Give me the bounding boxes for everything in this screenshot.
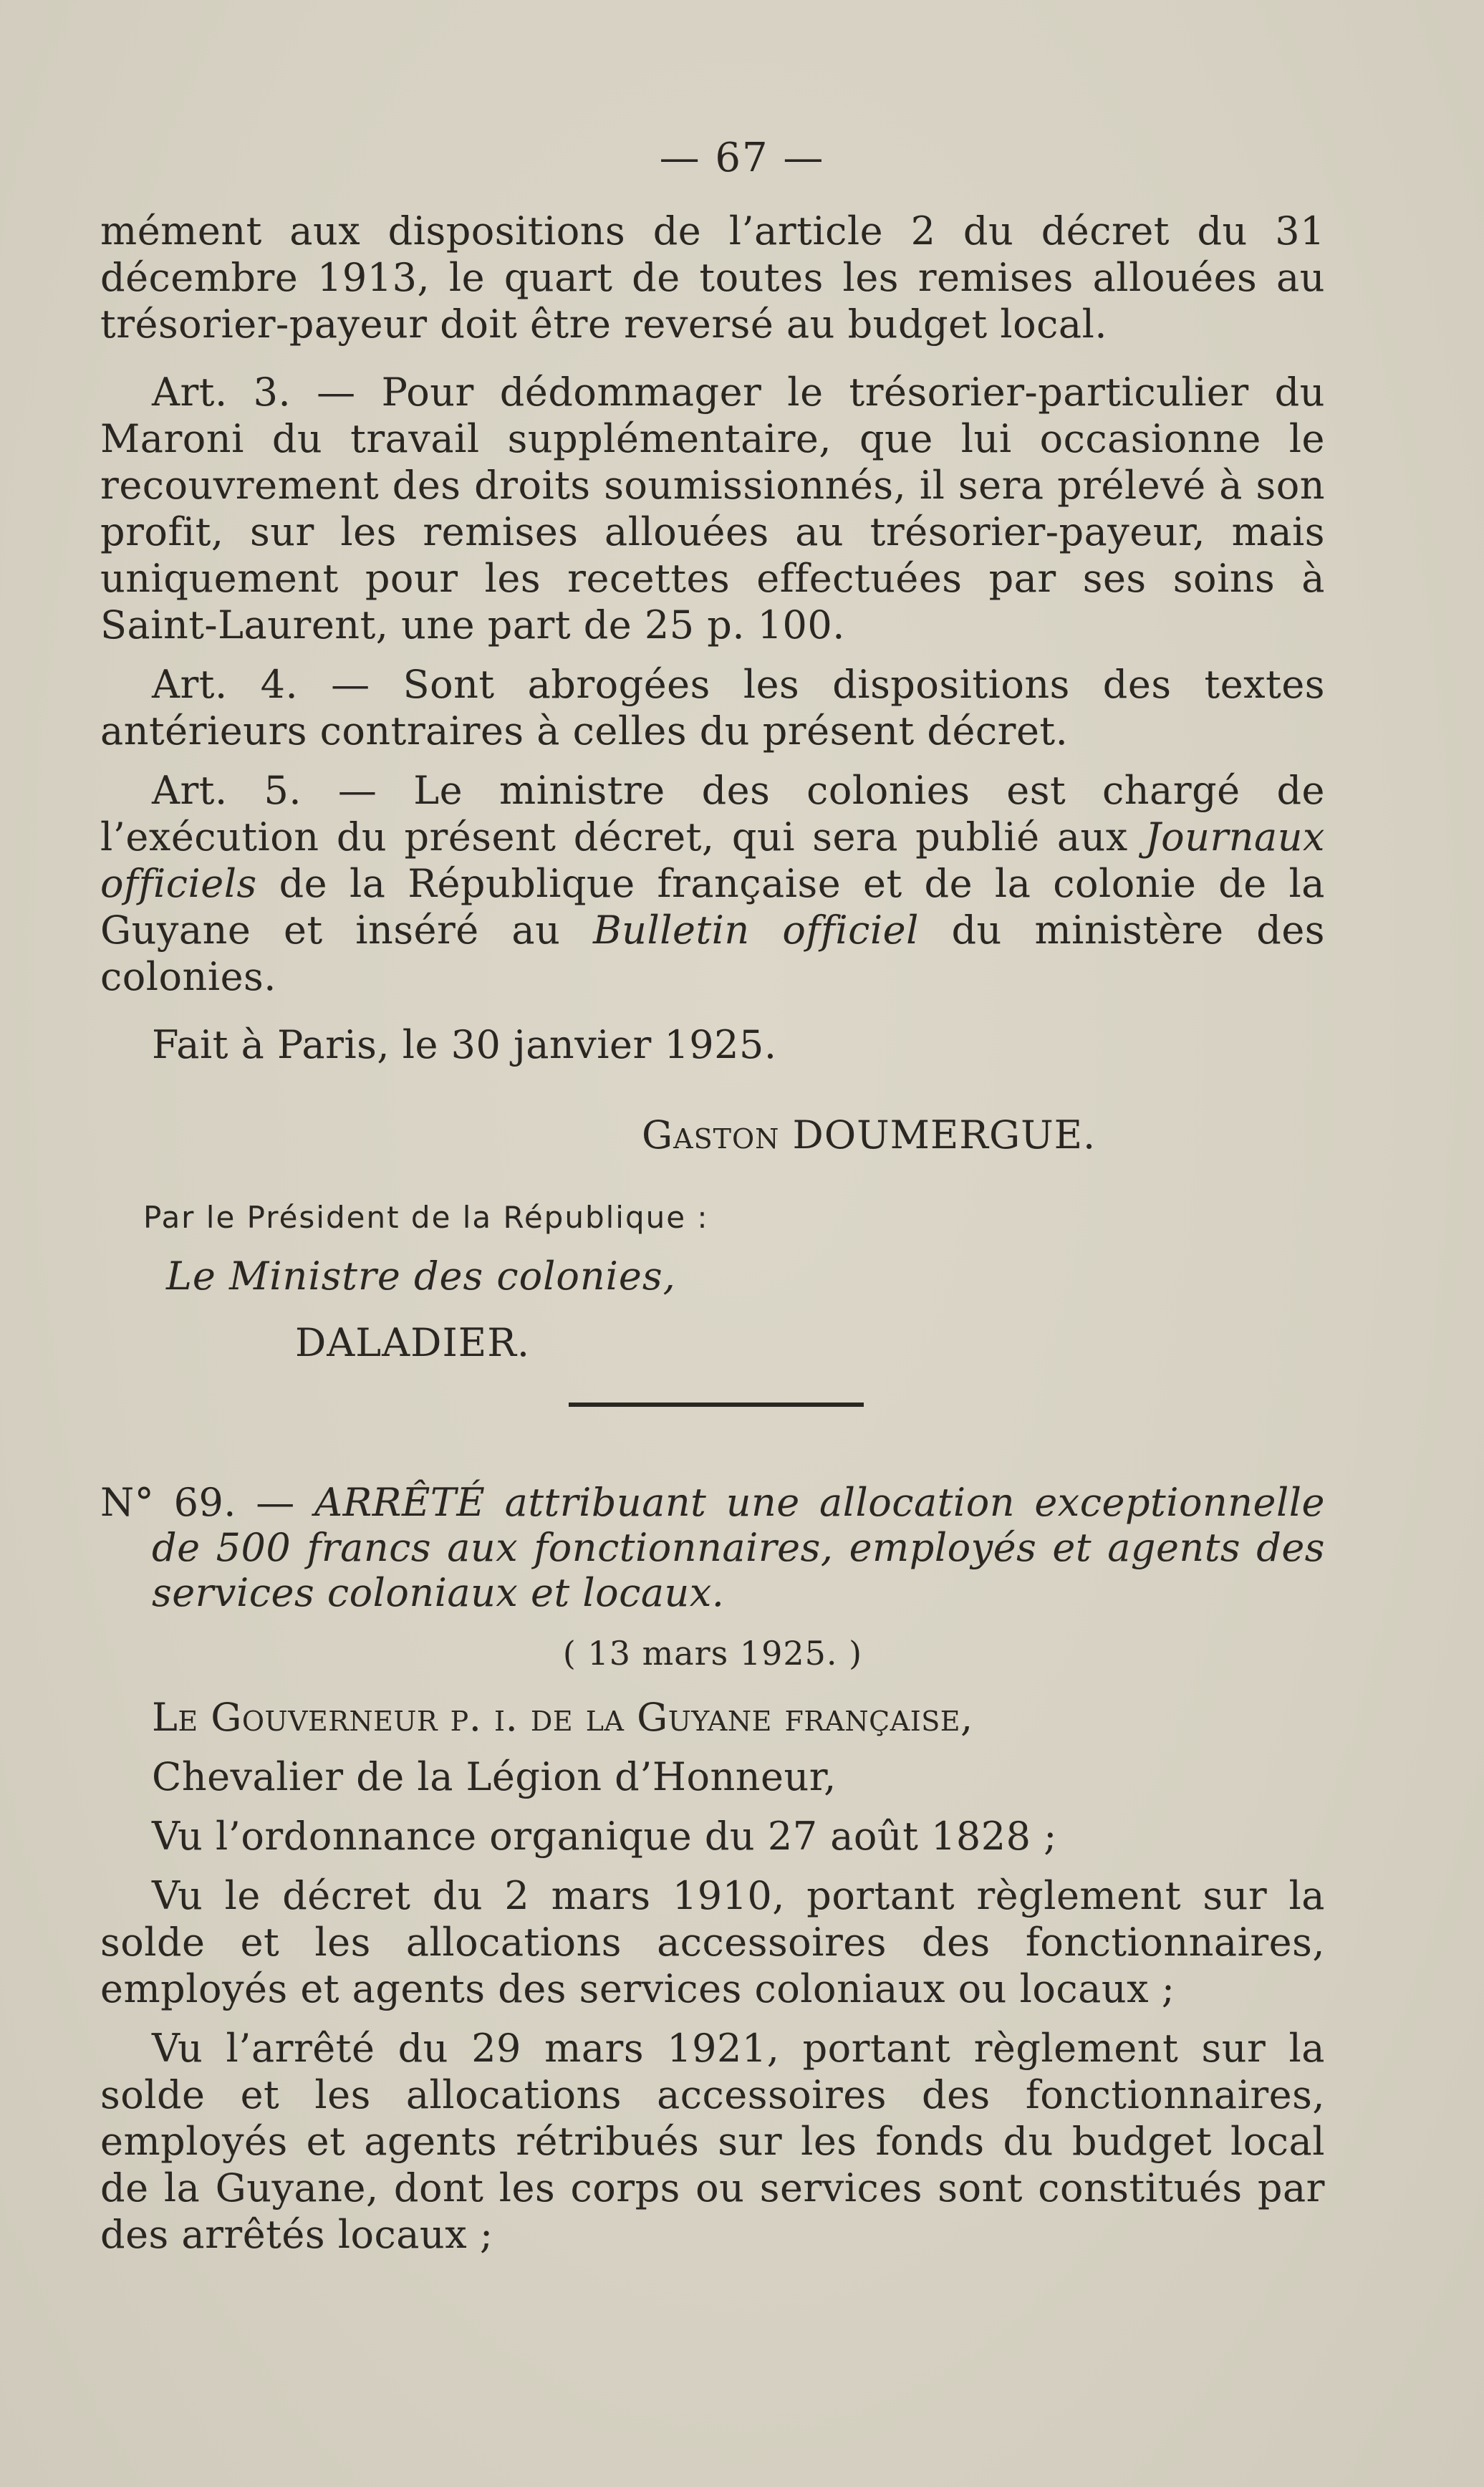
fait-a-paris: Fait à Paris, le 30 janvier 1925.	[152, 1022, 777, 1067]
page-number: — 67 —	[659, 135, 825, 181]
signature-doumergue: Gaston DOUMERGUE.	[642, 1112, 1097, 1158]
arrete-heading	[100, 1480, 1325, 1615]
par-le-president: Par le Président de la République :	[143, 1200, 709, 1235]
article-5-text-2: de la République française et de la colonie de la Guyane et inséré au	[100, 861, 1325, 953]
journaux-officiels: Journaux officiels	[100, 814, 1325, 906]
ministre-des-colonies: Le Ministre des colonies,	[166, 1254, 676, 1299]
arrete-number: N° 69. —	[100, 1480, 315, 1525]
paragraph-continuation: mément aux dispositions de l’article 2 du décret du 31 décembre 1913, le quart de toutes les remises allouées au trésorier-payeur doit être reversé au budget local.	[100, 208, 1325, 347]
article-3: Art. 3. — Pour dédommager le trésorier-particulier du Maroni du travail supplémentaire, que lui occasionne le recouvrement des droits soumissionnés, il sera prélevé à son profit, sur les remises allouées au trésorier-payeur, mais uniquement pour les recettes effectuées par ses soins à Saint-Laurent, une part de 25 p. 100.	[100, 370, 1325, 648]
article-5-text-3: du ministère des colonies.	[100, 908, 1325, 999]
article-5-text-1: Art. 5. — Le ministre des colonies est chargé de l’exécution du présent décret, qui sera publié aux	[100, 768, 1325, 860]
gouverneur-line: Le Gouverneur p. i. de la Guyane française,	[152, 1695, 973, 1740]
signature-daladier: DALADIER.	[295, 1320, 531, 1365]
page-content	[100, 208, 1325, 2258]
vu-ordonnance: Vu l’ordonnance organique du 27 août 1828 ;	[152, 1814, 1057, 1859]
bulletin-officiel: Bulletin officiel	[593, 908, 919, 953]
article-5	[100, 767, 1325, 1000]
vu-decret: Vu le décret du 2 mars 1910, portant règlement sur la solde et les allocations accessoires des fonctionnaires, employés et agents des services coloniaux ou locaux ;	[100, 1873, 1325, 2011]
arrete-date: ( 13 mars 1925. )	[562, 1634, 863, 1673]
chevalier-line: Chevalier de la Légion d’Honneur,	[152, 1754, 837, 1799]
vu-arrete: Vu l’arrêté du 29 mars 1921, portant règlement sur la solde et les allocations accessoires des fonctionnaires, employés et agents rétribués sur les fonds du budget local de la Guyane, dont les corps ou services sont constitués par des arrêtés locaux ;	[100, 2026, 1325, 2257]
section-divider	[569, 1403, 864, 1407]
article-4: Art. 4. — Sont abrogées les dispositions des textes antérieurs contraires à celles du présent décret.	[100, 662, 1325, 754]
arrete-title: ARRÊTÉ attribuant une allocation exceptionnelle de 500 francs aux fonctionnaires, employés et agents des services coloniaux et locaux.	[152, 1480, 1326, 1615]
